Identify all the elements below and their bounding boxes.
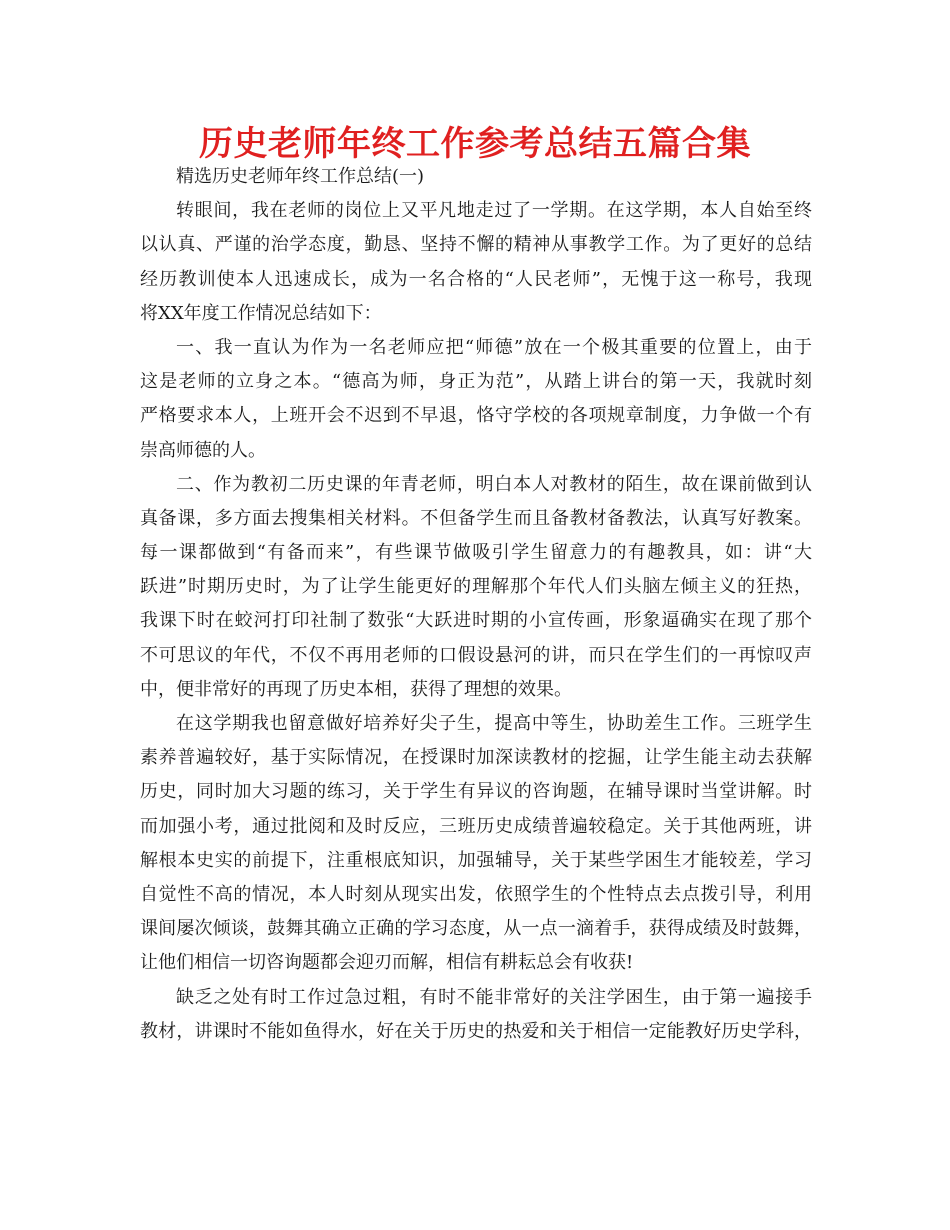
paragraph-line: 每一课都做到“有备而来”，有些课节做吸引学生留意力的有趣教具，如：讲“大 <box>140 542 812 564</box>
paragraph-line: 历史，同时加大习题的练习，关于学生有异议的咨询题，在辅导课时当堂讲解。时 <box>140 781 812 803</box>
paragraph-line: 二、作为教初二历史课的年青老师，明白本人对教材的陌生，故在课前做到认 <box>176 473 812 495</box>
paragraph-line: 让他们相信一切咨询题都会迎刃而解，相信有耕耘总会有收获! <box>140 952 634 974</box>
paragraph-line: 课间屡次倾谈，鼓舞其确立正确的学习态度，从一点一滴着手，获得成绩及时鼓舞， <box>140 918 812 940</box>
document-title: 历史老师年终工作参考总结五篇合集 <box>199 124 751 164</box>
paragraph-line: 转眼间，我在老师的岗位上又平凡地走过了一学期。在这学期，本人自始至终 <box>176 200 812 222</box>
paragraph-line: 解根本史实的前提下，注重根底知识，加强辅导，关于某些学困生才能较差，学习 <box>140 849 812 871</box>
paragraph-line: 将XX年度工作情况总结如下： <box>140 302 382 324</box>
document-body <box>140 160 812 1049</box>
paragraph-line: 教材，讲课时不能如鱼得水，好在关于历史的热爱和关于相信一定能教好历史学科， <box>140 1020 812 1042</box>
paragraph-line: 我课下时在蛟河打印社制了数张“大跃进时期的小宣传画，形象逼确实在现了那个 <box>140 610 812 632</box>
paragraph-line: 素养普遍较好，基于实际情况，在授课时加深读教材的挖掘，让学生能主动去获解 <box>140 747 812 769</box>
paragraph-line: 经历教训使本人迅速成长，成为一名合格的“人民老师”，无愧于这一称号，我现 <box>140 268 812 290</box>
paragraph-line: 而加强小考，通过批阅和及时反应，三班历史成绩普遍较稳定。关于其他两班，讲 <box>140 815 812 837</box>
section-heading: 精选历史老师年终工作总结(一) <box>176 166 425 187</box>
paragraph-line: 跃进”时期历史时，为了让学生能更好的理解那个年代人们头脑左倾主义的狂热， <box>140 576 812 598</box>
paragraph-line: 真备课，多方面去搜集相关材料。不但备学生而且备教材备教法，认真写好教案。 <box>140 507 812 529</box>
paragraph-line: 这是老师的立身之本。“德高为师，身正为范”，从踏上讲台的第一天，我就时刻 <box>140 371 812 393</box>
paragraph-line: 在这学期我也留意做好培养好尖子生，提高中等生，协助差生工作。三班学生 <box>176 713 812 734</box>
paragraph-line: 自觉性不高的情况，本人时刻从现实出发，依照学生的个性特点去点拨引导，利用 <box>140 883 812 905</box>
paragraph-line: 中，便非常好的再现了历史本相，获得了理想的效果。 <box>140 678 572 700</box>
paragraph-line: 一、我一直认为作为一名老师应把“师德”放在一个极其重要的位置上，由于 <box>176 336 812 358</box>
paragraph-line: 缺乏之处有时工作过急过粗，有时不能非常好的关注学困生，由于第一遍接手 <box>176 986 812 1008</box>
paragraph-line: 严格要求本人，上班开会不迟到不早退，恪守学校的各项规章制度，力争做一个有 <box>140 405 812 427</box>
paragraph-line: 不可思议的年代，不仅不再用老师的口假设悬河的讲，而只在学生们的一再惊叹声 <box>140 644 812 666</box>
paragraph-line: 以认真、严谨的治学态度，勤恳、坚持不懈的精神从事教学工作。为了更好的总结 <box>140 234 812 256</box>
paragraph-line: 崇高师德的人。 <box>140 439 266 461</box>
